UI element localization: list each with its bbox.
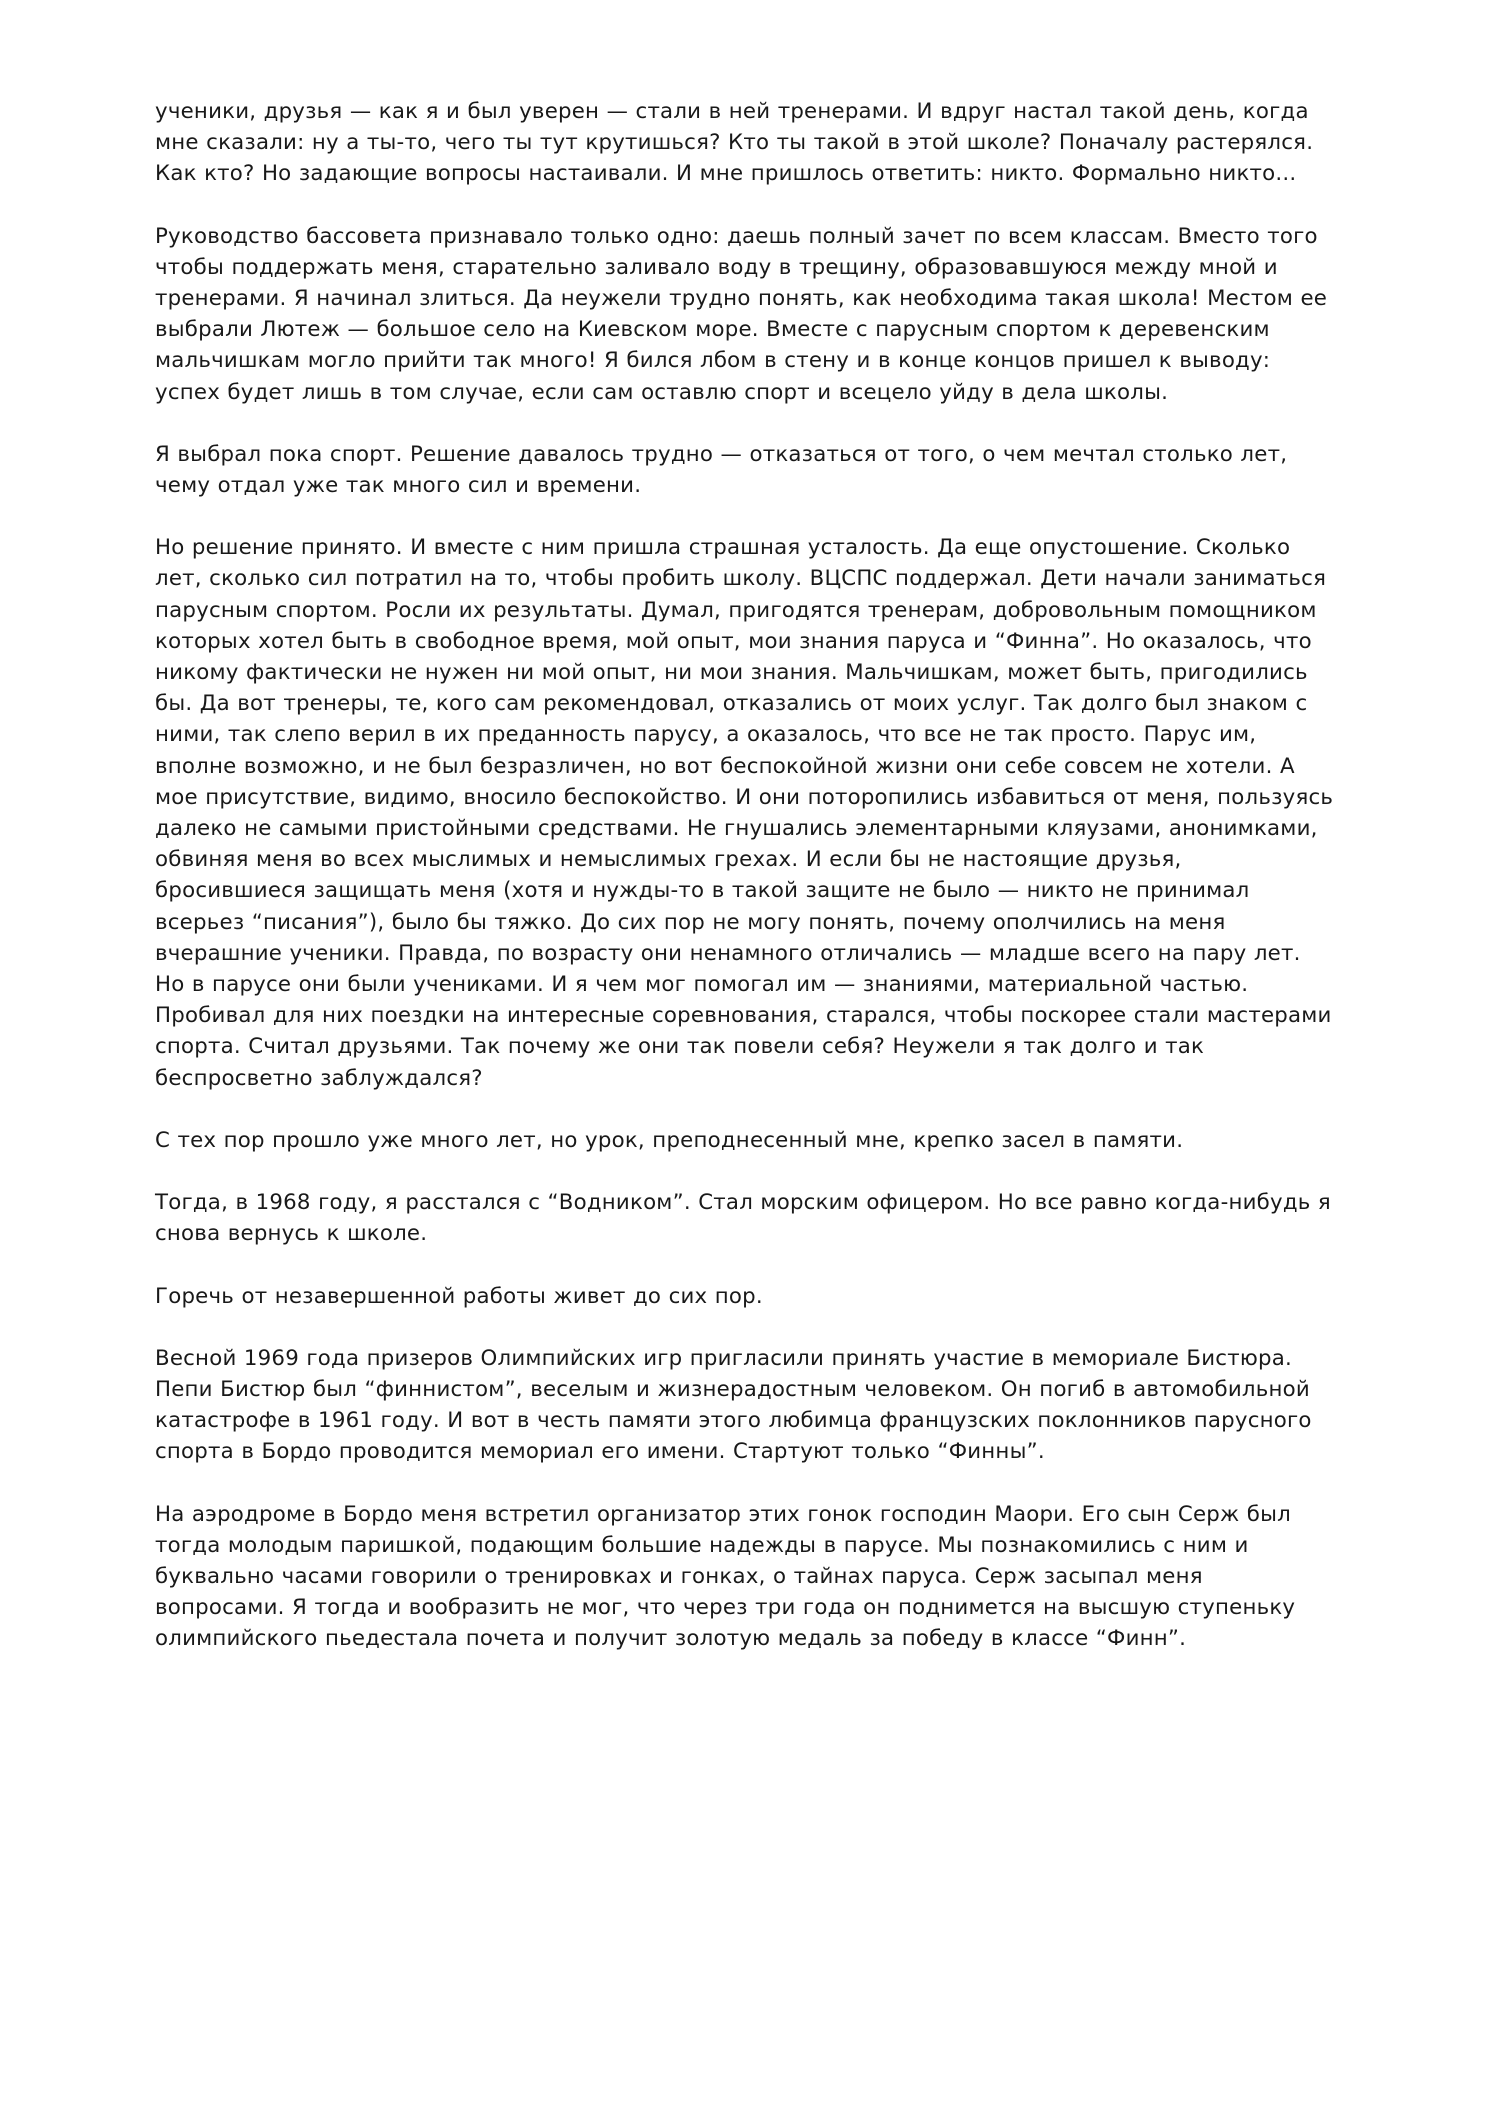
text-column <box>155 96 1335 1655</box>
paragraph-1: ученики, друзья — как я и был уверен — стали в ней тренерами. И вдруг настал такой день, когда мне сказали: ну а ты-то, чего ты тут крутишься? Кто ты такой в этой школе? Поначалу растерялся. Как кто? Но задающие вопросы настаивали. И мне пришлось ответить: никто. Формально никто... <box>155 99 1314 187</box>
paragraph-7: Горечь от незавершенной работы живет до сих пор. <box>155 1283 763 1309</box>
paragraph-6: Тогда, в 1968 году, я расстался с “Водником”. Стал морским офицером. Но все равно когда-нибудь я снова вернусь к школе. <box>155 1190 1331 1247</box>
paragraph-5: С тех пор прошло уже много лет, но урок, преподнесенный мне, крепко засел в памяти. <box>155 1127 1184 1153</box>
paragraph-9: На аэродроме в Бордо меня встретил организатор этих гонок господин Маори. Его сын Серж был тогда молодым паришкой, подающим большие надежды в парусе. Мы познакомились с ним и буквально часами говорили о тренировках и гонках, о тайнах паруса. Серж засыпал меня вопросами. Я тогда и вообразить не мог, что через три года он поднимется на высшую ступеньку олимпийского пьедестала почета и получит золотую медаль за победу в классе “Финн”. <box>155 1501 1296 1652</box>
paragraph-4: Но решение принято. И вместе с ним пришла страшная усталость. Да еще опустошение. Сколько лет, сколько сил потратил на то, чтобы пробить школу. ВЦСПС поддержал. Дети начали заниматься парусным спортом. Росли их результаты. Думал, пригодятся тренерам, добровольным помощником которых хотел быть в свободное время, мой опыт, мои знания паруса и “Финна”. Но оказалось, что никому фактически не нужен ни мой опыт, ни мои знания. Мальчишкам, может быть, пригодились бы. Да вот тренеры, те, кого сам рекомендовал, отказались от моих услуг. Так долго был знаком с ними, так слепо верил в их преданность парусу, а оказалось, что все не так просто. Парус им, вполне возможно, и не был безразличен, но вот беспокойной жизни они себе совсем не хотели. А мое присутствие, видимо, вносило беспокойство. И они поторопились избавиться от меня, пользуясь далеко не самыми пристойными средствами. Не гнушались элементарными кляузами, анонимками, обвиняя меня во всех мыслимых и немыслимых грехах. И если бы не настоящие друзья, бросившиеся защищать меня (хотя и нужды-то в такой защите не было — никто не принимал всерьез “писания”), было бы тяжко. До сих пор не могу понять, почему ополчились на меня вчерашние ученики. Правда, по возрасту они ненамного отличались — младше всего на пару лет. Но в парусе они были учениками. И я чем мог помогал им — знаниями, материальной частью. Пробивал для них поездки на интересные соревнования, старался, чтобы поскорее стали мастерами спорта. Считал друзьями. Так почему же они так повели себя? Неужели я так долго и так беспросветно заблуждался? <box>155 535 1334 1091</box>
paragraph-2: Руководство бассовета признавало только одно: даешь полный зачет по всем классам. Вместо того чтобы поддержать меня, старательно заливало воду в трещину, образовавшуюся между мной и тренерами. Я начинал злиться. Да неужели трудно понять, как необходима такая школа! Местом ее выбрали Лютеж — большое село на Киевском море. Вместе с парусным спортом к деревенским мальчишкам могло прийти так много! Я бился лбом в стену и в конце концов пришел к выводу: успех будет лишь в том случае, если сам оставлю спорт и всецело уйду в дела школы. <box>155 223 1328 405</box>
paragraph-8: Весной 1969 года призеров Олимпийских игр пригласили принять участие в мемориале Бистюра. Пепи Бистюр был “финнистом”, веселым и жизнерадостным человеком. Он погиб в автомобильной катастрофе в 1961 году. И вот в честь памяти этого любимца французских поклонников парусного спорта в Бордо проводится мемориал его имени. Стартуют только “Финны”. <box>155 1345 1312 1465</box>
paragraph-3: Я выбрал пока спорт. Решение давалось трудно — отказаться от того, о чем мечтал столько лет, чему отдал уже так много сил и времени. <box>155 441 1288 499</box>
